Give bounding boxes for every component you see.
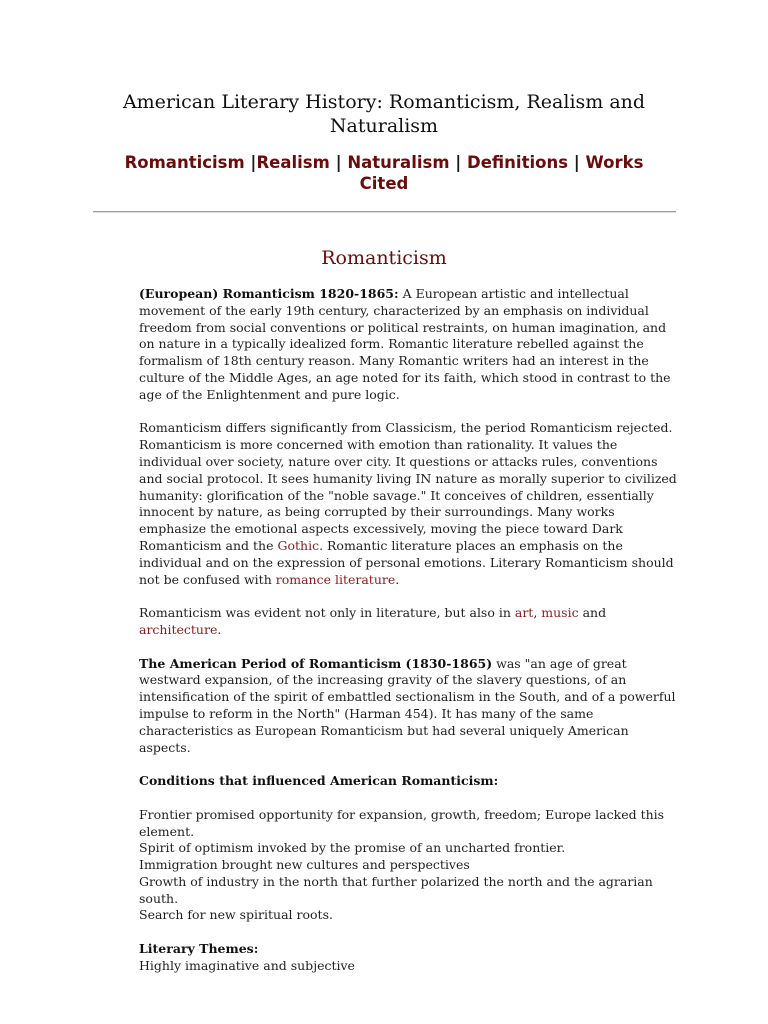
subheading: Literary Themes: [139, 941, 259, 957]
nav-separator: | [568, 153, 586, 172]
paragraph-art-music-architecture [139, 605, 679, 639]
paragraph-american-romanticism [139, 656, 679, 757]
paragraph-text: . Romantic literature places an emphasis on the individual and on the expression of personal emotions. Literary Romanticism should not be confused with [139, 537, 674, 587]
list-item: Spirit of optimism invoked by the promise of an uncharted frontier. [139, 840, 566, 856]
nav-separator: | [449, 153, 468, 172]
nav-link-naturalism[interactable]: Naturalism [347, 153, 450, 172]
nav-link-romanticism[interactable]: Romanticism [124, 153, 245, 172]
paragraph-text: . [217, 621, 222, 637]
paragraph-text: A European artistic and intellectual movement of the early 19th century, characterized by an emphasis on individual freedom from social conventions or political restraints, on human imagination, and on nature in a typically idealized form. Romantic literature rebelled against the formalism of 18th century reason. Many Romantic writers had an interest in the culture of the Middle Ages, an age noted for its faith, which stood in contrast to the age of the Enlightenment and pure logic. [139, 286, 671, 402]
link-romance-literature[interactable]: romance literature [275, 571, 396, 587]
nav-link-realism[interactable]: Realism [256, 153, 330, 172]
list-item: Immigration brought new cultures and perspectives [139, 857, 470, 873]
paragraph-text: , [533, 605, 542, 621]
nav-link-definitions[interactable]: Definitions [467, 153, 569, 172]
list-item: Highly imaginative and subjective [139, 957, 355, 973]
subheading: Conditions that influenced American Romanticism: [139, 773, 499, 789]
page-title: American Literary History: Romanticism, Realism and Naturalism [122, 91, 646, 137]
paragraph-text: was "an age of great westward expansion, of the increasing gravity of the slavery questions, of an intensification of the spirit of embattled sectionalism in the South, and of a powerful impulse to reform in the North" (Harman 454). It has many of the same characteristics as European Romanticism but had several uniquely American aspects. [139, 655, 676, 755]
paragraph-romanticism-vs-classicism [139, 420, 679, 588]
horizontal-divider [93, 211, 676, 213]
conditions-heading [139, 773, 679, 790]
nav-link-works-cited[interactable]: Works Cited [359, 153, 644, 193]
list-item: Search for new spiritual roots. [139, 907, 333, 923]
section-nav [100, 152, 668, 194]
term-label: (European) Romanticism 1820-1865: [139, 286, 399, 301]
link-music[interactable]: music [541, 605, 579, 621]
paragraph-text: Romanticism was evident not only in literature, but also in [139, 605, 515, 621]
nav-separator: | [329, 153, 348, 172]
themes-block [139, 941, 679, 975]
paragraph-text: Romanticism differs significantly from Classicism, the period Romanticism rejected. Romanticism is more concerned with emotion than rationality. It values the individual over society, nature over city. It questions or attacks rules, conventions and social protocol. It sees humanity living IN nature as morally superior to civilized humanity: glorification of the "noble savage." It conceives of children, essentially innocent by nature, as being corrupted by their surroundings. Many works emphasize the emotional aspects excessively, moving the piece toward Dark Romanticism and the [139, 420, 677, 553]
link-art[interactable]: art [514, 605, 534, 621]
paragraph-text: and [578, 605, 607, 621]
term-label: The American Period of Romanticism (1830-1865) [139, 655, 493, 671]
list-item: Frontier promised opportunity for expansion, growth, freedom; Europe lacked this element. [139, 806, 665, 839]
link-architecture[interactable]: architecture [139, 621, 218, 637]
section-heading-romanticism: Romanticism [321, 247, 447, 269]
link-gothic[interactable]: Gothic [277, 537, 320, 553]
nav-separator: | [244, 153, 257, 172]
article-body [139, 286, 679, 975]
list-item: Growth of industry in the north that further polarized the north and the agrarian south. [139, 873, 653, 906]
paragraph-european-romanticism [139, 286, 679, 404]
conditions-list [139, 807, 679, 925]
paragraph-text: . [395, 571, 400, 587]
